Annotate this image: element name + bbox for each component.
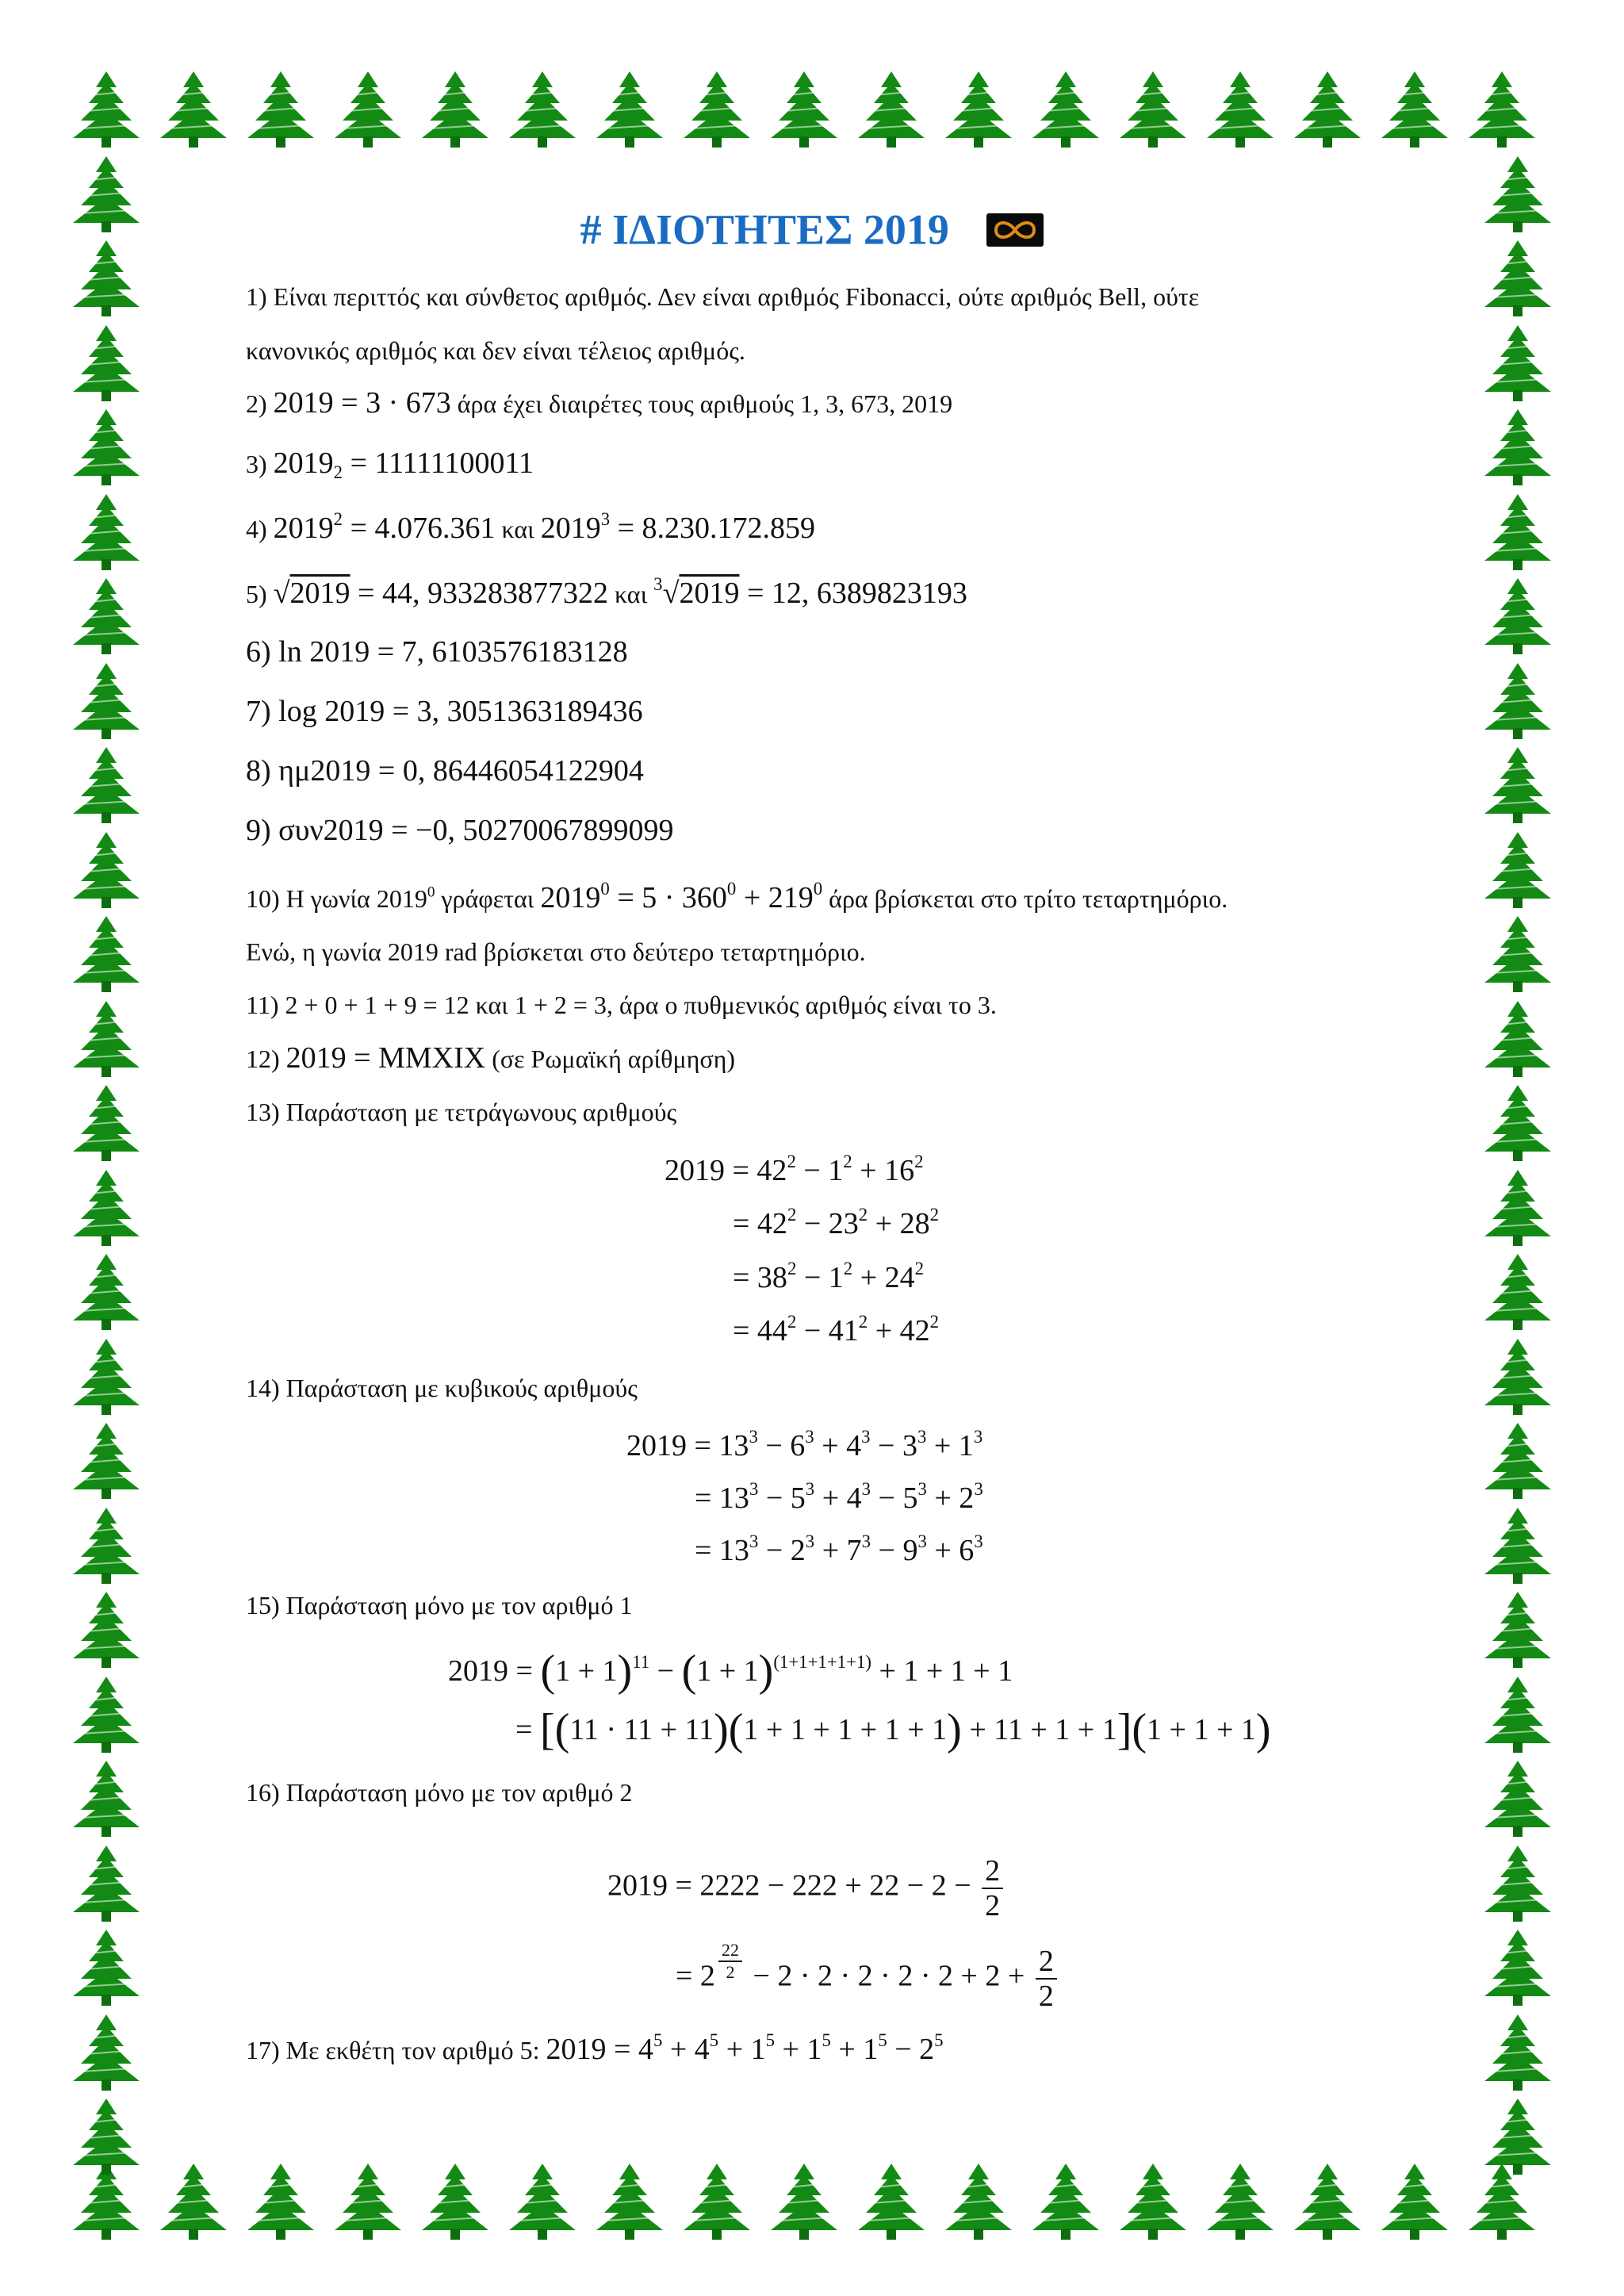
- christmas-tree-icon: [1478, 1336, 1557, 1416]
- christmas-tree-icon: [67, 1589, 146, 1669]
- item-4: 4) 2019$^2$ = 4.076.361 και 2019$^3$ = 8.230.172.859: [246, 509, 816, 545]
- ones-eq-2: = [(11 · 11 + 11)(1 + 1 + 1 + 1 + 1) + 11 + 1 + 1](1 + 1 + 1): [515, 1705, 1271, 1754]
- christmas-tree-icon: [67, 1167, 146, 1248]
- christmas-tree-icon: [1478, 913, 1557, 994]
- item-16-heading: 16) Παράσταση μόνο με τον αριθμό 2: [246, 1778, 633, 1807]
- christmas-tree-icon: [67, 660, 146, 741]
- christmas-tree-icon: [67, 1420, 146, 1501]
- christmas-tree-icon: [1478, 406, 1557, 487]
- christmas-tree-icon: [67, 1842, 146, 1923]
- christmas-tree-icon: [154, 68, 233, 149]
- item-11: 11) 2 + 0 + 1 + 9 = 12 και 1 + 2 = 3, άρα ο πυθμενικός αριθμός είναι το 3.: [246, 991, 997, 1019]
- christmas-tree-icon: [67, 1336, 146, 1416]
- christmas-tree-icon: [1201, 68, 1280, 149]
- cubes-eq-3: = $13^3 - 2^3 + 7^3 - 9^3 + 6^3$: [695, 1531, 983, 1567]
- item-10-line-2: Ενώ, η γωνία 2019 rad βρίσκεται στο δεύτερο τεταρτημόριο.: [246, 937, 866, 966]
- christmas-tree-icon: [1478, 1673, 1557, 1754]
- christmas-tree-icon: [241, 68, 320, 149]
- christmas-tree-icon: [503, 2160, 582, 2241]
- item-12: 12) 2019 = MMXIX (σε Ρωμαϊκή αρίθμηση): [246, 1041, 735, 1075]
- christmas-tree-icon: [1478, 1504, 1557, 1585]
- item-6: 6) ln 2019 = 7, 6103576183128: [246, 635, 628, 669]
- christmas-tree-icon: [67, 1251, 146, 1332]
- cubes-eq-1: $2019 = 13^3 - 6^3 + 4^3 - 3^3 + 1^3$: [626, 1427, 983, 1462]
- christmas-tree-icon: [852, 2160, 931, 2241]
- christmas-tree-icon: [1113, 2160, 1193, 2241]
- page-title: # ΙΔΙΟΤΗΤΕΣ 2019: [580, 205, 949, 254]
- christmas-tree-icon: [590, 68, 669, 149]
- christmas-tree-icon: [1478, 829, 1557, 910]
- christmas-tree-icon: [67, 322, 146, 403]
- christmas-tree-icon: [1478, 1757, 1557, 1838]
- squares-eq-3: = $38^2 - 1^2 + 24^2$: [733, 1259, 925, 1294]
- christmas-tree-icon: [939, 2160, 1018, 2241]
- twos-eq-2: = 2 $^{\frac{22}{2}}$ − 2 · 2 · 2 · 2 · 2 + 2 + $\frac{2}{2}$: [676, 1940, 1060, 2013]
- item-5: 5) √2019 = 44, 933283877322 και $^3$√2019 = 12, 6389823193: [246, 574, 967, 610]
- christmas-tree-icon: [1113, 68, 1193, 149]
- christmas-tree-icon: [328, 2160, 408, 2241]
- item-9: 9) συν2019 = −0, 50270067899099: [246, 814, 674, 847]
- cubes-eq-2: = $13^3 - 5^3 + 4^3 - 5^3 + 2^3$: [695, 1479, 983, 1515]
- christmas-tree-icon: [67, 998, 146, 1079]
- christmas-tree-icon: [328, 68, 408, 149]
- item-15-heading: 15) Παράσταση μόνο με τον αριθμό 1: [246, 1591, 633, 1619]
- christmas-tree-icon: [416, 68, 495, 149]
- christmas-tree-icon: [67, 1082, 146, 1163]
- christmas-tree-icon: [1478, 660, 1557, 741]
- item-7: 7) log 2019 = 3, 3051363189436: [246, 695, 643, 728]
- page-title-row: [0, 197, 1624, 259]
- item-8: 8) ημ2019 = 0, 86446054122904: [246, 754, 644, 788]
- christmas-tree-icon: [590, 2160, 669, 2241]
- christmas-tree-icon: [1478, 744, 1557, 825]
- item-13-heading: 13) Παράσταση με τετράγωνους αριθμούς: [246, 1098, 677, 1126]
- christmas-tree-icon: [67, 491, 146, 572]
- christmas-tree-icon: [1375, 2160, 1454, 2241]
- squares-eq-1: $2019 = 42^2 - 1^2 + 16^2$: [665, 1152, 924, 1187]
- twos-eq-1: 2019 = 2222 − 222 + 22 − 2 − $\frac{2}{2}$: [607, 1854, 1006, 1922]
- christmas-tree-icon: [852, 68, 931, 149]
- christmas-tree-icon: [67, 406, 146, 487]
- item-2-equation: 2019 = 3 · 673: [273, 386, 451, 420]
- christmas-tree-icon: [67, 1504, 146, 1585]
- ones-eq-1: $2019 = (1 + 1)^{11} - (1 + 1)^{(1+1+1+1+1)} + 1 + 1 + 1$: [448, 1646, 1013, 1696]
- christmas-tree-icon: [416, 2160, 495, 2241]
- christmas-tree-icon: [1478, 1167, 1557, 1248]
- item-17-equation: $2019 = 4^5 + 4^5 + 1^5 + 1^5 + 1^5 - 2^5$: [546, 2030, 944, 2066]
- christmas-tree-icon: [1478, 1842, 1557, 1923]
- christmas-tree-icon: [1478, 1082, 1557, 1163]
- christmas-tree-icon: [677, 68, 756, 149]
- item-3: 3) $2019_2 = 11111100011$: [246, 447, 534, 482]
- squares-eq-2: = $42^2 - 23^2 + 28^2$: [733, 1205, 940, 1240]
- christmas-tree-icon: [241, 2160, 320, 2241]
- christmas-tree-icon: [67, 829, 146, 910]
- christmas-tree-icon: [939, 68, 1018, 149]
- christmas-tree-icon: [67, 2011, 146, 2092]
- christmas-tree-icon: [503, 68, 582, 149]
- christmas-tree-icon: [764, 68, 844, 149]
- christmas-tree-icon: [67, 1757, 146, 1838]
- christmas-tree-icon: [1478, 322, 1557, 403]
- christmas-tree-icon: [1478, 2095, 1557, 2176]
- christmas-tree-icon: [677, 2160, 756, 2241]
- christmas-tree-icon: [1478, 1420, 1557, 1501]
- squares-eq-4: = $44^2 - 41^2 + 42^2$: [733, 1312, 940, 1347]
- item-1-line-1: 1) Είναι περιττός και σύνθετος αριθμός. Δεν είναι αριθμός Fibonacci, ούτε αριθμός Bell, ούτε: [246, 282, 1200, 311]
- christmas-tree-icon: [1478, 575, 1557, 656]
- item-10-line-1: 10) Η γωνία 2019$^0$ γράφεται $2019^0 = 5 \cdot 360^0 + 219^0$ άρα βρίσκεται στο τρίτο τεταρτημόριο.: [246, 879, 1228, 914]
- christmas-tree-icon: [67, 2095, 146, 2176]
- christmas-tree-icon: [1478, 1251, 1557, 1332]
- item-17: 17) Με εκθέτη τον αριθμό 5: $2019 = 4^5 + 4^5 + 1^5 + 1^5 + 1^5 - 2^5$: [246, 2030, 944, 2066]
- christmas-tree-icon: [764, 2160, 844, 2241]
- item-1-line-2: κανονικός αριθμός και δεν είναι τέλειος αριθμός.: [246, 336, 745, 365]
- christmas-tree-icon: [67, 913, 146, 994]
- christmas-tree-icon: [1375, 68, 1454, 149]
- item-2: 2) 2019 = 3 · 673 άρα έχει διαιρέτες τους αριθμούς 1, 3, 673, 2019: [246, 386, 953, 420]
- christmas-tree-icon: [67, 1673, 146, 1754]
- christmas-tree-icon: [1288, 68, 1367, 149]
- christmas-tree-icon: [67, 68, 146, 149]
- christmas-tree-icon: [1478, 1589, 1557, 1669]
- christmas-tree-icon: [1026, 68, 1105, 149]
- christmas-tree-icon: [1288, 2160, 1367, 2241]
- christmas-tree-icon: [1478, 998, 1557, 1079]
- christmas-tree-icon: [67, 575, 146, 656]
- christmas-tree-icon: [67, 1926, 146, 2007]
- item-14-heading: 14) Παράσταση με κυβικούς αριθμούς: [246, 1374, 638, 1402]
- christmas-tree-icon: [67, 744, 146, 825]
- christmas-tree-icon: [154, 2160, 233, 2241]
- christmas-tree-icon: [1201, 2160, 1280, 2241]
- christmas-tree-icon: [1478, 491, 1557, 572]
- christmas-tree-icon: [1478, 2011, 1557, 2092]
- christmas-tree-icon: [1462, 68, 1542, 149]
- christmas-tree-icon: [1026, 2160, 1105, 2241]
- christmas-tree-icon: [1478, 1926, 1557, 2007]
- infinity-icon: [986, 213, 1044, 247]
